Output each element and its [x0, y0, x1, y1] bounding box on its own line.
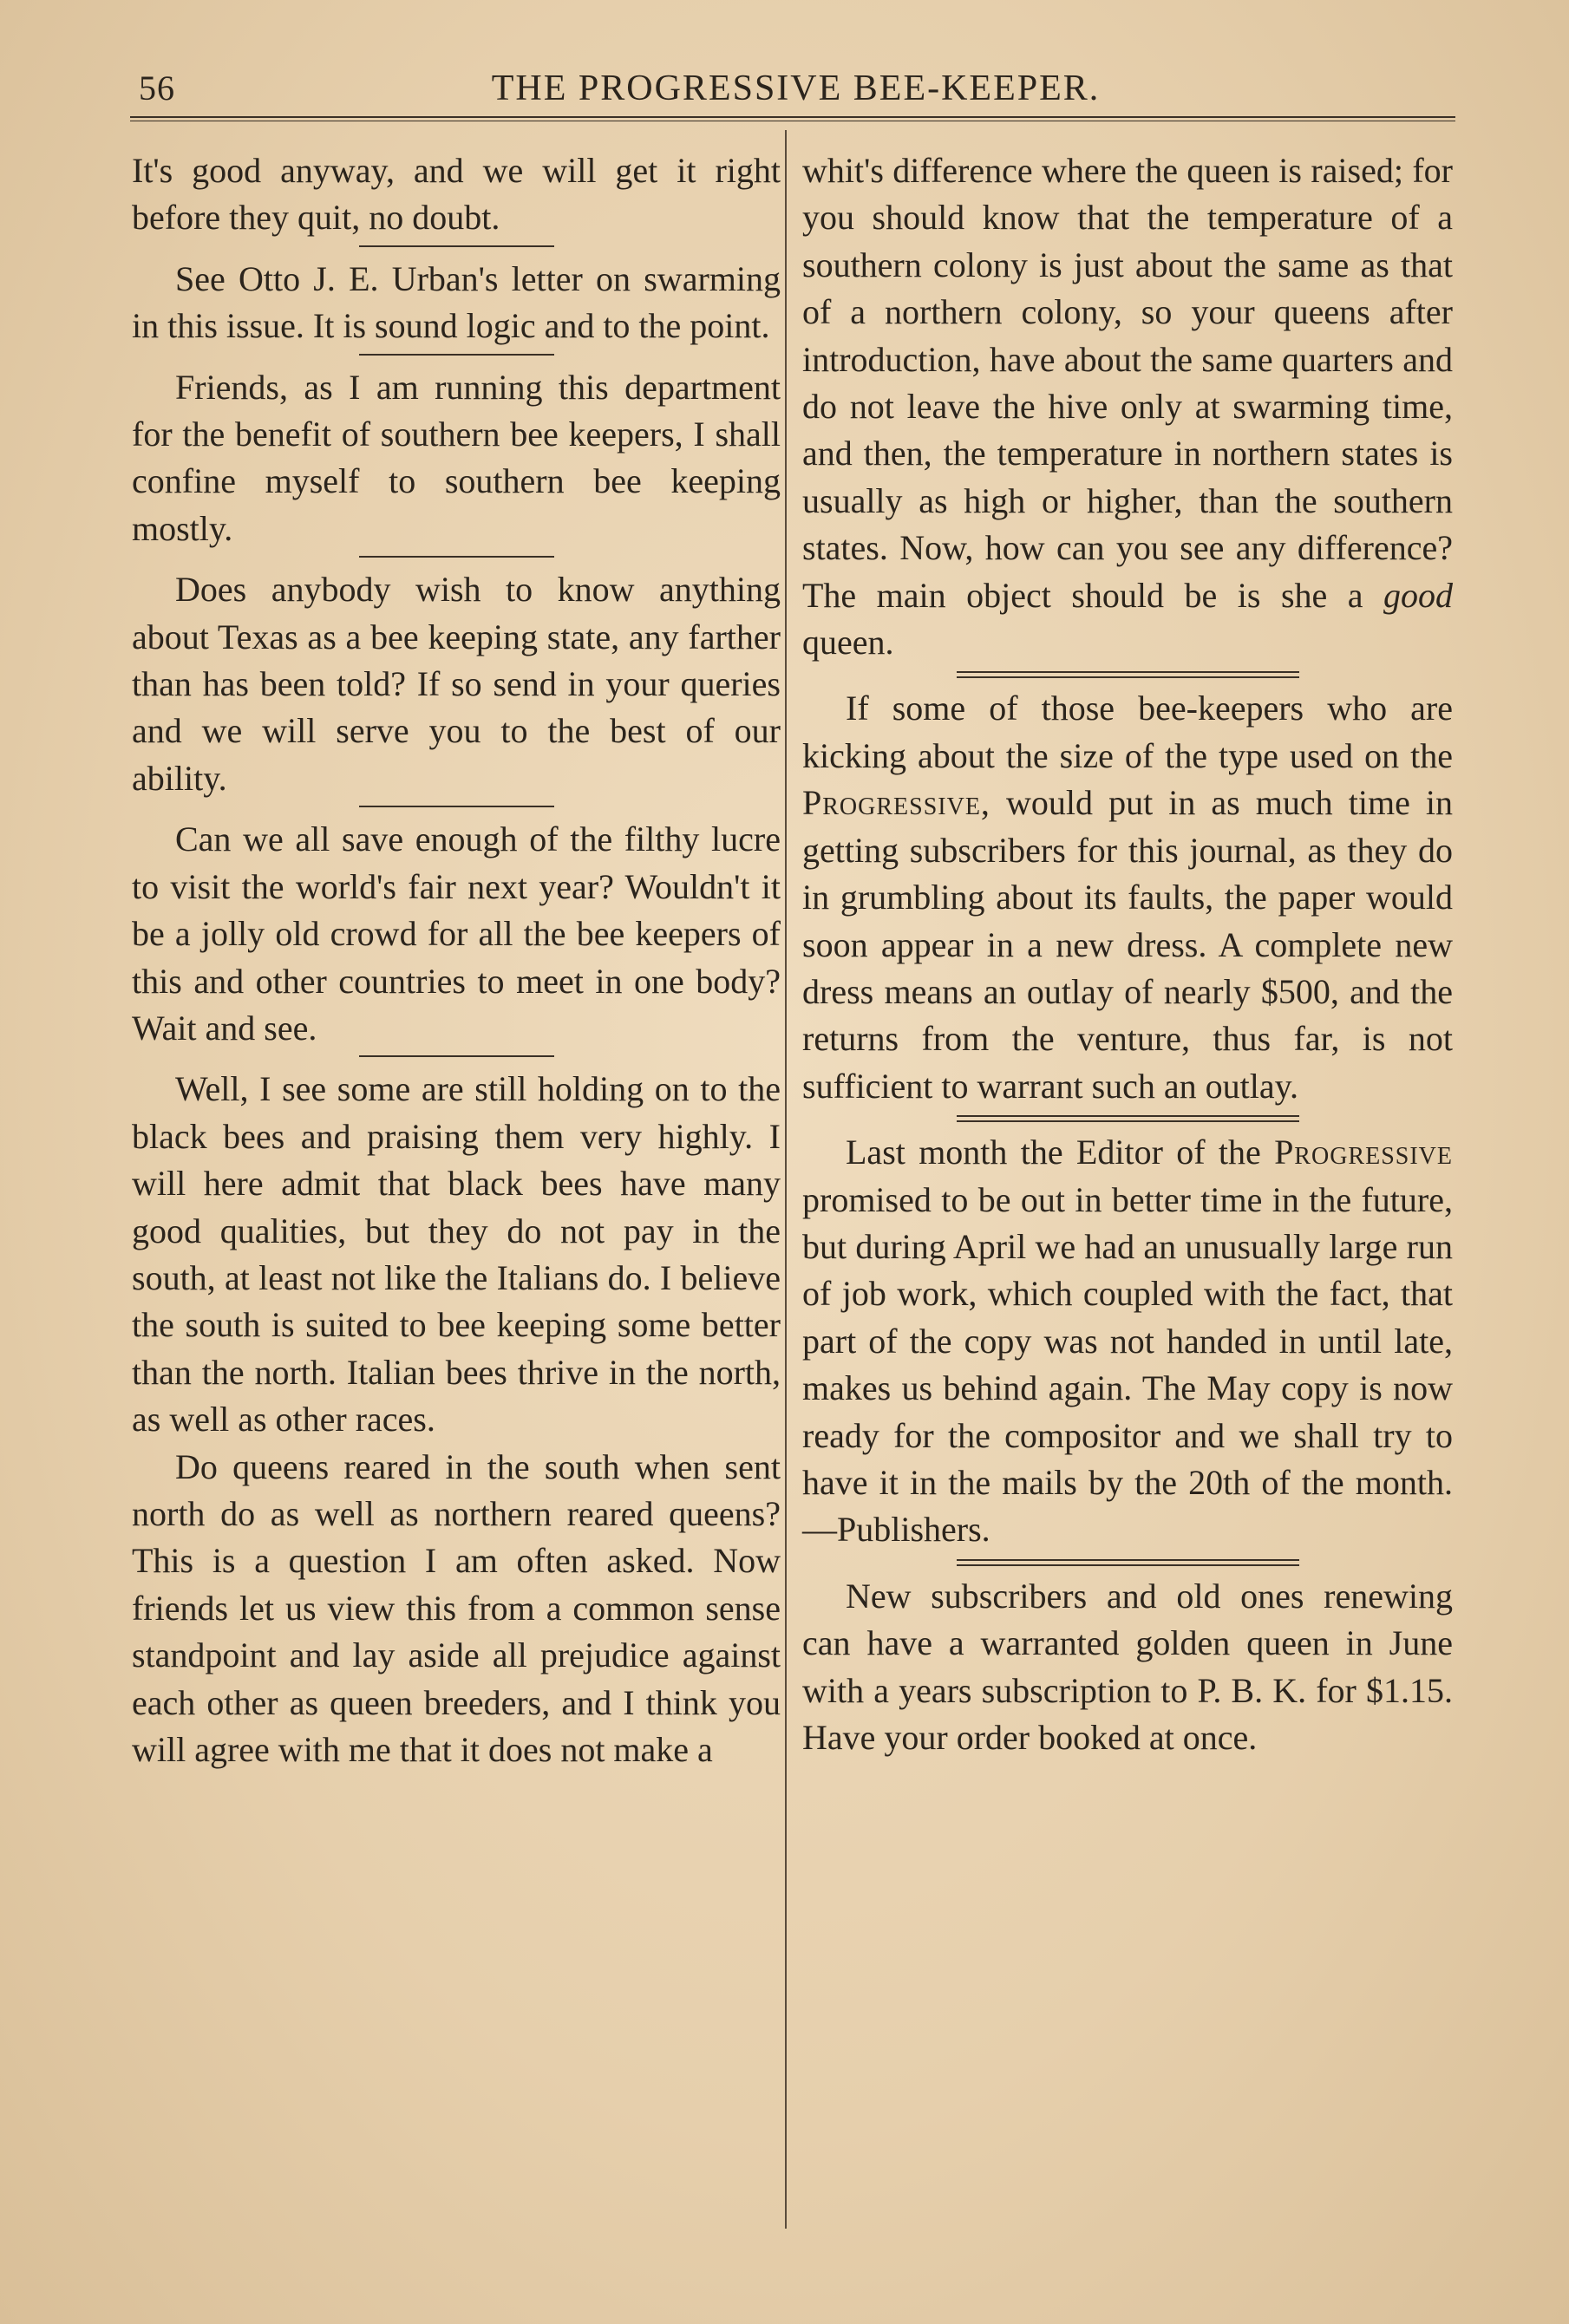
journal-title: THE PROGRESSIVE BEE-KEEPER.	[491, 69, 1101, 108]
separator-rule	[359, 1055, 554, 1057]
paragraph	[802, 1129, 1453, 1554]
page-header	[139, 59, 1453, 120]
double-separator-rule	[957, 671, 1299, 678]
paragraph: Does anybody wish to know anything about Texas as a bee keeping state, any farther than has been told? If so send in your queries and we will serve you to the best of our ability.	[132, 570, 781, 798]
paragraph-text: would put in as much time in getting subscribers for this journal, as they do in grumbling about its faults, the paper would soon appear in a new dress. A complete new dress means an outlay of nearly $500, and the returns from the venture, thus far, is not sufficient to warrant such an outlay.	[802, 783, 1453, 1106]
separator-rule	[359, 245, 554, 247]
separator-rule	[359, 354, 554, 356]
page-number: 56	[139, 69, 175, 108]
paragraph-text: promised to be out in better time in the future, but during April we had an unusually large run of job work, which coupled with the fact, that part of the copy was not handed in until late, makes us behind again. The May copy is now ready for the compositor and we shall try to have it in the mails by the 20th of the month. —Publishers.	[802, 1179, 1453, 1550]
double-separator-rule	[957, 1559, 1299, 1566]
paragraph-text: If some of those bee-keepers who are kicking about the size of the type used on the	[802, 689, 1453, 775]
journal-name: Progressive	[1274, 1133, 1453, 1172]
double-separator-rule	[957, 1115, 1299, 1122]
paragraph: Do queens reared in the south when sent north do as well as northern reared queens? This is a question I am often asked. Now friends let us view this from a common sense standpoint and lay aside all prejudice against each other as queen breeders, and I think you will agree with me that it does not make a	[132, 1446, 781, 1769]
paragraph-text: queen.	[802, 623, 894, 663]
paragraph: New subscribers and old ones renewing can have a warranted golden queen in June with a years subscription to P. B. K. for $1.15. Have your order booked at once.	[802, 1576, 1453, 1757]
paragraph-text: whit's difference where the queen is raised; for you should know that the temperature of a southern colony is just about the same as that of a northern colony, so your queens after introduction, have about the same quarters and do not leave the hive only at swarming time, and then, the temperature in northern states is usually as high or higher, than the southern states. Now, how can you see any difference? The main object should be is she a	[802, 151, 1453, 615]
paragraph-text: Last month the Editor of the	[846, 1133, 1261, 1172]
paragraph	[802, 147, 1453, 666]
paragraph: Can we all save enough of the filthy lucre to visit the world's fair next year? Wouldn't it be a jolly old crowd for all the bee keepers of this and other countries to meet in one body? Wait and see.	[132, 819, 781, 1048]
journal-name: Progressive,	[802, 783, 990, 823]
separator-rule	[359, 806, 554, 807]
paragraph: Friends, as I am running this department for the benefit of southern bee keepers, I shall confine myself to southern bee keeping mostly.	[132, 367, 781, 548]
paragraph	[802, 685, 1453, 1110]
separator-rule	[359, 556, 554, 558]
header-rule	[130, 116, 1455, 121]
right-column	[802, 147, 1453, 1761]
left-column	[132, 147, 781, 1773]
column-divider	[785, 130, 787, 2229]
paragraph: Well, I see some are still holding on to the black bees and praising them very highly. I will here admit that black bees have many good qualities, but they do not pay in the south, at least not like the Italians do. I believe the south is suited to bee keeping some better than the north. Italian bees thrive in the north, as well as other races.	[132, 1069, 781, 1439]
emphasis-text: good	[1383, 575, 1454, 615]
paragraph: It's good anyway, and we will get it right before they quit, no doubt.	[132, 151, 781, 238]
paragraph: See Otto J. E. Urban's letter on swarming in this issue. It is sound logic and to the point.	[132, 258, 781, 346]
